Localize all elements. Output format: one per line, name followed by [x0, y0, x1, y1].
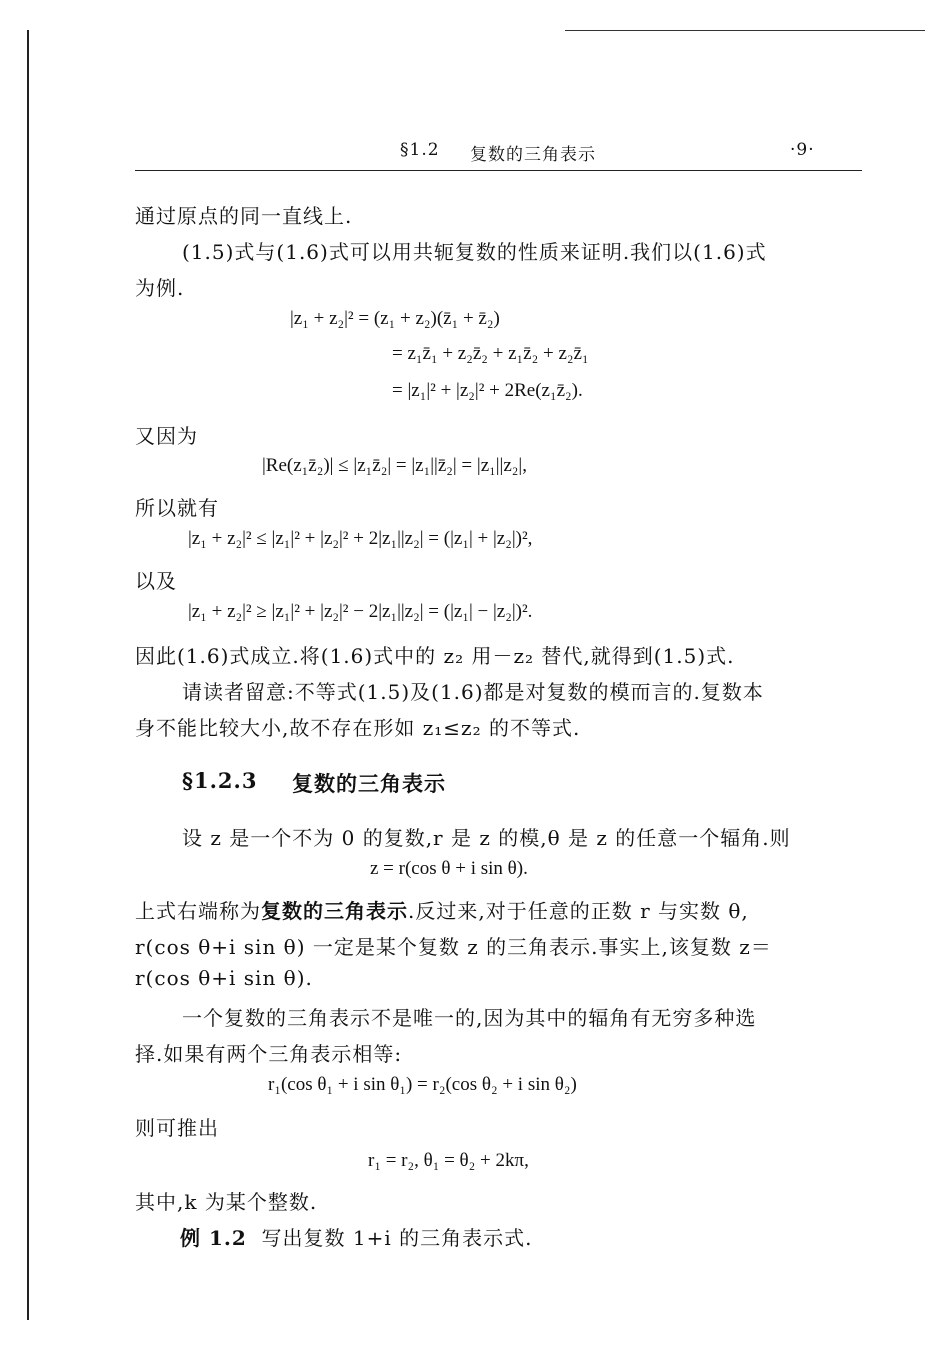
- text-line: 则可推出: [135, 1116, 219, 1140]
- top-rule: [565, 30, 925, 31]
- page-number: ·9·: [790, 140, 815, 160]
- text-fragment: 上式右端称为: [135, 899, 261, 923]
- equation: = |z₁|² + |z₂|² + 2Re(z₁z̄₂).: [392, 380, 583, 401]
- equation: |z₁ + z₂|² = (z₁ + z₂)(z̄₁ + z̄₂): [290, 308, 500, 329]
- text-line: 以及: [135, 569, 177, 593]
- equation: r₁ = r₂, θ₁ = θ₂ + 2kπ,: [368, 1150, 529, 1171]
- header-title: 复数的三角表示: [470, 145, 596, 165]
- text-line: 通过原点的同一直线上.: [135, 204, 353, 228]
- header-rule: [135, 170, 862, 171]
- text-line: 身不能比较大小,故不存在形如 z₁≤z₂ 的不等式.: [135, 716, 581, 740]
- text-line: r(cos θ+i sin θ).: [135, 966, 313, 990]
- text-line: 一个复数的三角表示不是唯一的,因为其中的辐角有无穷多种选: [182, 1006, 757, 1030]
- text-line: 请读者留意:不等式(1.5)及(1.6)都是对复数的模而言的.复数本: [182, 680, 764, 704]
- header-section-number: §1.2: [400, 140, 440, 160]
- equation: |z₁ + z₂|² ≤ |z₁|² + |z₂|² + 2|z₁||z₂| = (|z₁| + |z₂|)²,: [188, 528, 533, 549]
- text-line: r(cos θ+i sin θ) 一定是某个复数 z 的三角表示.事实上,该复数 z＝: [135, 935, 772, 959]
- term-bold: 复数的三角表示: [261, 899, 408, 923]
- example-label: 例 1.2: [180, 1226, 247, 1250]
- text-line: (1.5)式与(1.6)式可以用共轭复数的性质来证明.我们以(1.6)式: [182, 240, 767, 264]
- equation: r₁(cos θ₁ + i sin θ₁) = r₂(cos θ₂ + i sin θ₂): [268, 1074, 577, 1095]
- equation: = z₁z̄₁ + z₂z̄₂ + z₁z̄₂ + z₂z̄₁: [392, 343, 589, 364]
- example-text: 写出复数 1+i 的三角表示式.: [261, 1226, 533, 1250]
- text-line: 为例.: [135, 276, 185, 300]
- text-fragment: .反过来,对于任意的正数 r 与实数 θ,: [408, 899, 749, 923]
- text-line: 设 z 是一个不为 0 的复数,r 是 z 的模,θ 是 z 的任意一个辐角.则: [182, 826, 791, 850]
- example-line: [180, 1222, 532, 1251]
- text-line: 择.如果有两个三角表示相等:: [135, 1042, 403, 1066]
- text-line: 其中,k 为某个整数.: [135, 1190, 318, 1214]
- text-line: 又因为: [135, 424, 198, 448]
- equation: z = r(cos θ + i sin θ).: [370, 858, 528, 879]
- subsection-title: 复数的三角表示: [292, 771, 446, 796]
- subsection-number: §1.2.3: [182, 768, 258, 793]
- text-line: 所以就有: [135, 496, 219, 520]
- text-line: 因此(1.6)式成立.将(1.6)式中的 z₂ 用－z₂ 替代,就得到(1.5)式.: [135, 644, 735, 668]
- page-spine-line: [27, 30, 29, 1320]
- equation: |Re(z₁z̄₂)| ≤ |z₁z̄₂| = |z₁||z̄₂| = |z₁||z₂|,: [262, 455, 527, 476]
- equation: |z₁ + z₂|² ≥ |z₁|² + |z₂|² − 2|z₁||z₂| = (|z₁| − |z₂|)².: [188, 601, 533, 622]
- text-line: [135, 895, 749, 924]
